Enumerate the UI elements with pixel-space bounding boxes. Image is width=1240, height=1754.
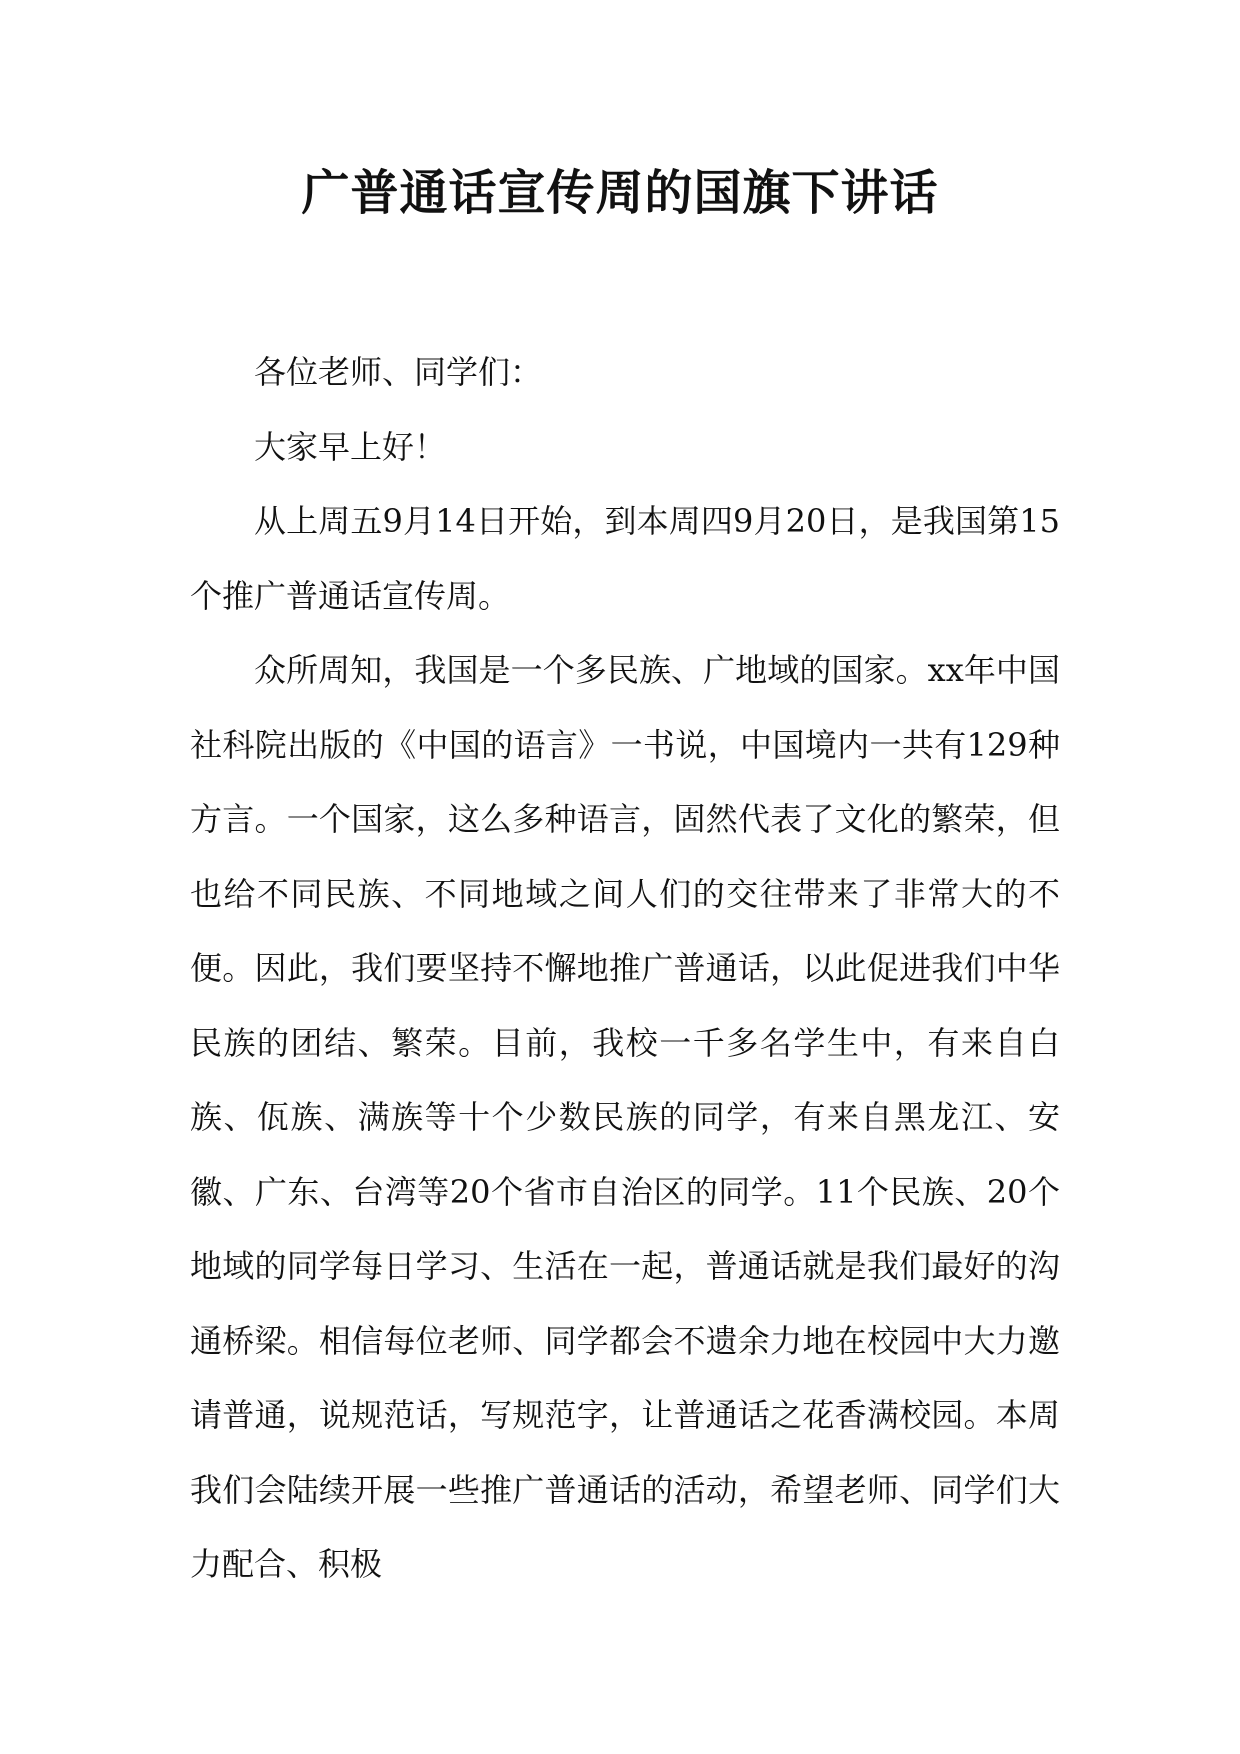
- document-title: 广普通话宣传周的国旗下讲话: [301, 165, 939, 221]
- paragraph-salutation: 大家早上好！: [254, 427, 447, 466]
- paragraph-main: 众所周知，我国是一个多民族、广地域的国家。xx年中国社科院出版的《中国的语言》一书说，中国境内一共有129种方言。一个国家，这么多种语言，固然代表了文化的繁荣，但也给不同民族、不同地域之间人们的交往带来了非常大的不便。因此，我们要坚持不懈地推广普通话，以此促进我们中华民族的团结、繁荣。目前，我校一千多名学生中，有来自白族、佤族、满族等十个少数民族的同学，有来自黑龙江、安徽、广东、台湾等20个省市自治区的同学。11个民族、20个地域的同学每日学习、生活在一起，普通话就是我们最好的沟通桥梁。相信每位老师、同学都会不遗余力地在校园中大力邀请普通，说规范话，写规范字，让普通话之花香满校园。本周我们会陆续开展一些推广普通话的活动，希望老师、同学们大力配合、积极: [190, 651, 1060, 1583]
- paragraph-intro: 从上周五9月14日开始，到本周四9月20日，是我国第15个推广普通话宣传周。: [190, 502, 1060, 615]
- document-body: [190, 335, 1060, 1602]
- paragraph-greeting: 各位老师、同学们：: [254, 353, 543, 391]
